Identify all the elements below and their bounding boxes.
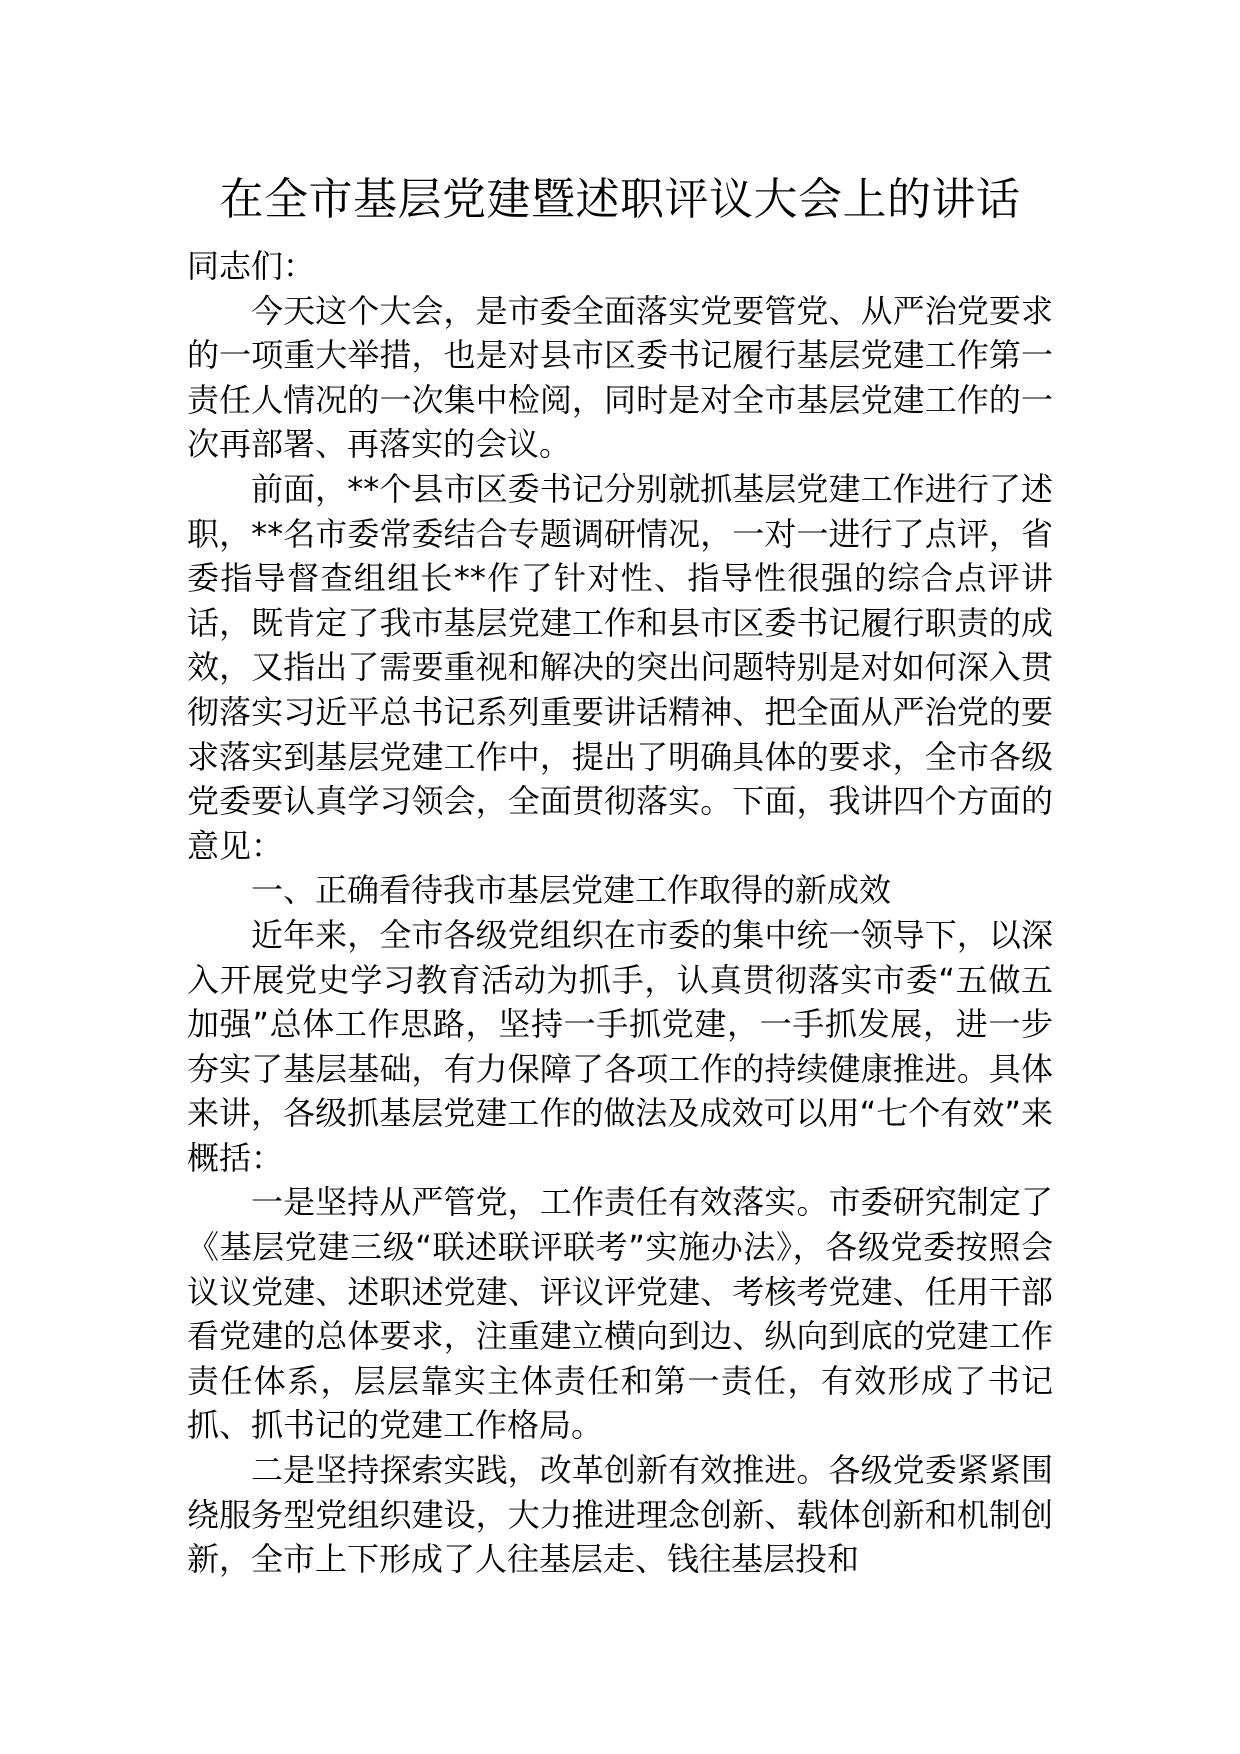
paragraph-achievements-intro: 近年来，全市各级党组织在市委的集中统一领导下，以深入开展党史学习教育活动为抓手，认真贯彻落实市委“五做五加强”总体工作思路，坚持一手抓党建，一手抓发展，进一步夯实了基层基础，有力保障了各项工作的持续健康推进。具体来讲，各级抓基层党建工作的做法及成效可以用“七个有效”来概括： [187,915,1053,1177]
section-heading-1: 一、正确看待我市基层党建工作取得的新成效 [251,871,892,910]
salutation: 同志们： [187,247,316,285]
paragraph-point-2: 二是坚持探索实践，改革创新有效推进。各级党委紧紧围绕服务型党组织建设，大力推进理念创新、载体创新和机制创新，全市上下形成了人往基层走、钱往基层投和 [187,1451,1053,1579]
paragraph-point-1: 一是坚持从严管党，工作责任有效落实。市委研究制定了《基层党建三级“联述联评联考”实施办法》，各级党委按照会议议党建、述职述党建、评议评党建、考核考党建、任用干部看党建的总体要求，注重建立横向到边、纵向到底的党建工作责任体系，层层靠实主体责任和第一责任，有效形成了书记抓、抓书记的党建工作格局。 [187,1183,1053,1445]
paragraph-opening: 今天这个大会，是市委全面落实党要管党、从严治党要求的一项重大举措，也是对县市区委书记履行基层党建工作第一责任人情况的一次集中检阅，同时是对全市基层党建工作的一次再部署、再落实的会议。 [187,291,1053,464]
paragraph-review-summary: 前面，**个县市区委书记分别就抓基层党建工作进行了述职，**名市委常委结合专题调研情况，一对一进行了点评，省委指导督查组组长**作了针对性、指导性很强的综合点评讲话，既肯定了我市基层党建工作和县市区委书记履行职责的成效，又指出了需要重视和解决的突出问题特别是对如何深入贯彻落实习近平总书记系列重要讲话精神、把全面从严治党的要求落实到基层党建工作中，提出了明确具体的要求，全市各级党委要认真学习领会，全面贯彻落实。下面，我讲四个方面的意见： [187,469,1053,865]
document-page [187,170,1053,1582]
document-title: 在全市基层党建暨述职评议大会上的讲话 [219,174,1021,225]
document-body [187,244,1053,1582]
